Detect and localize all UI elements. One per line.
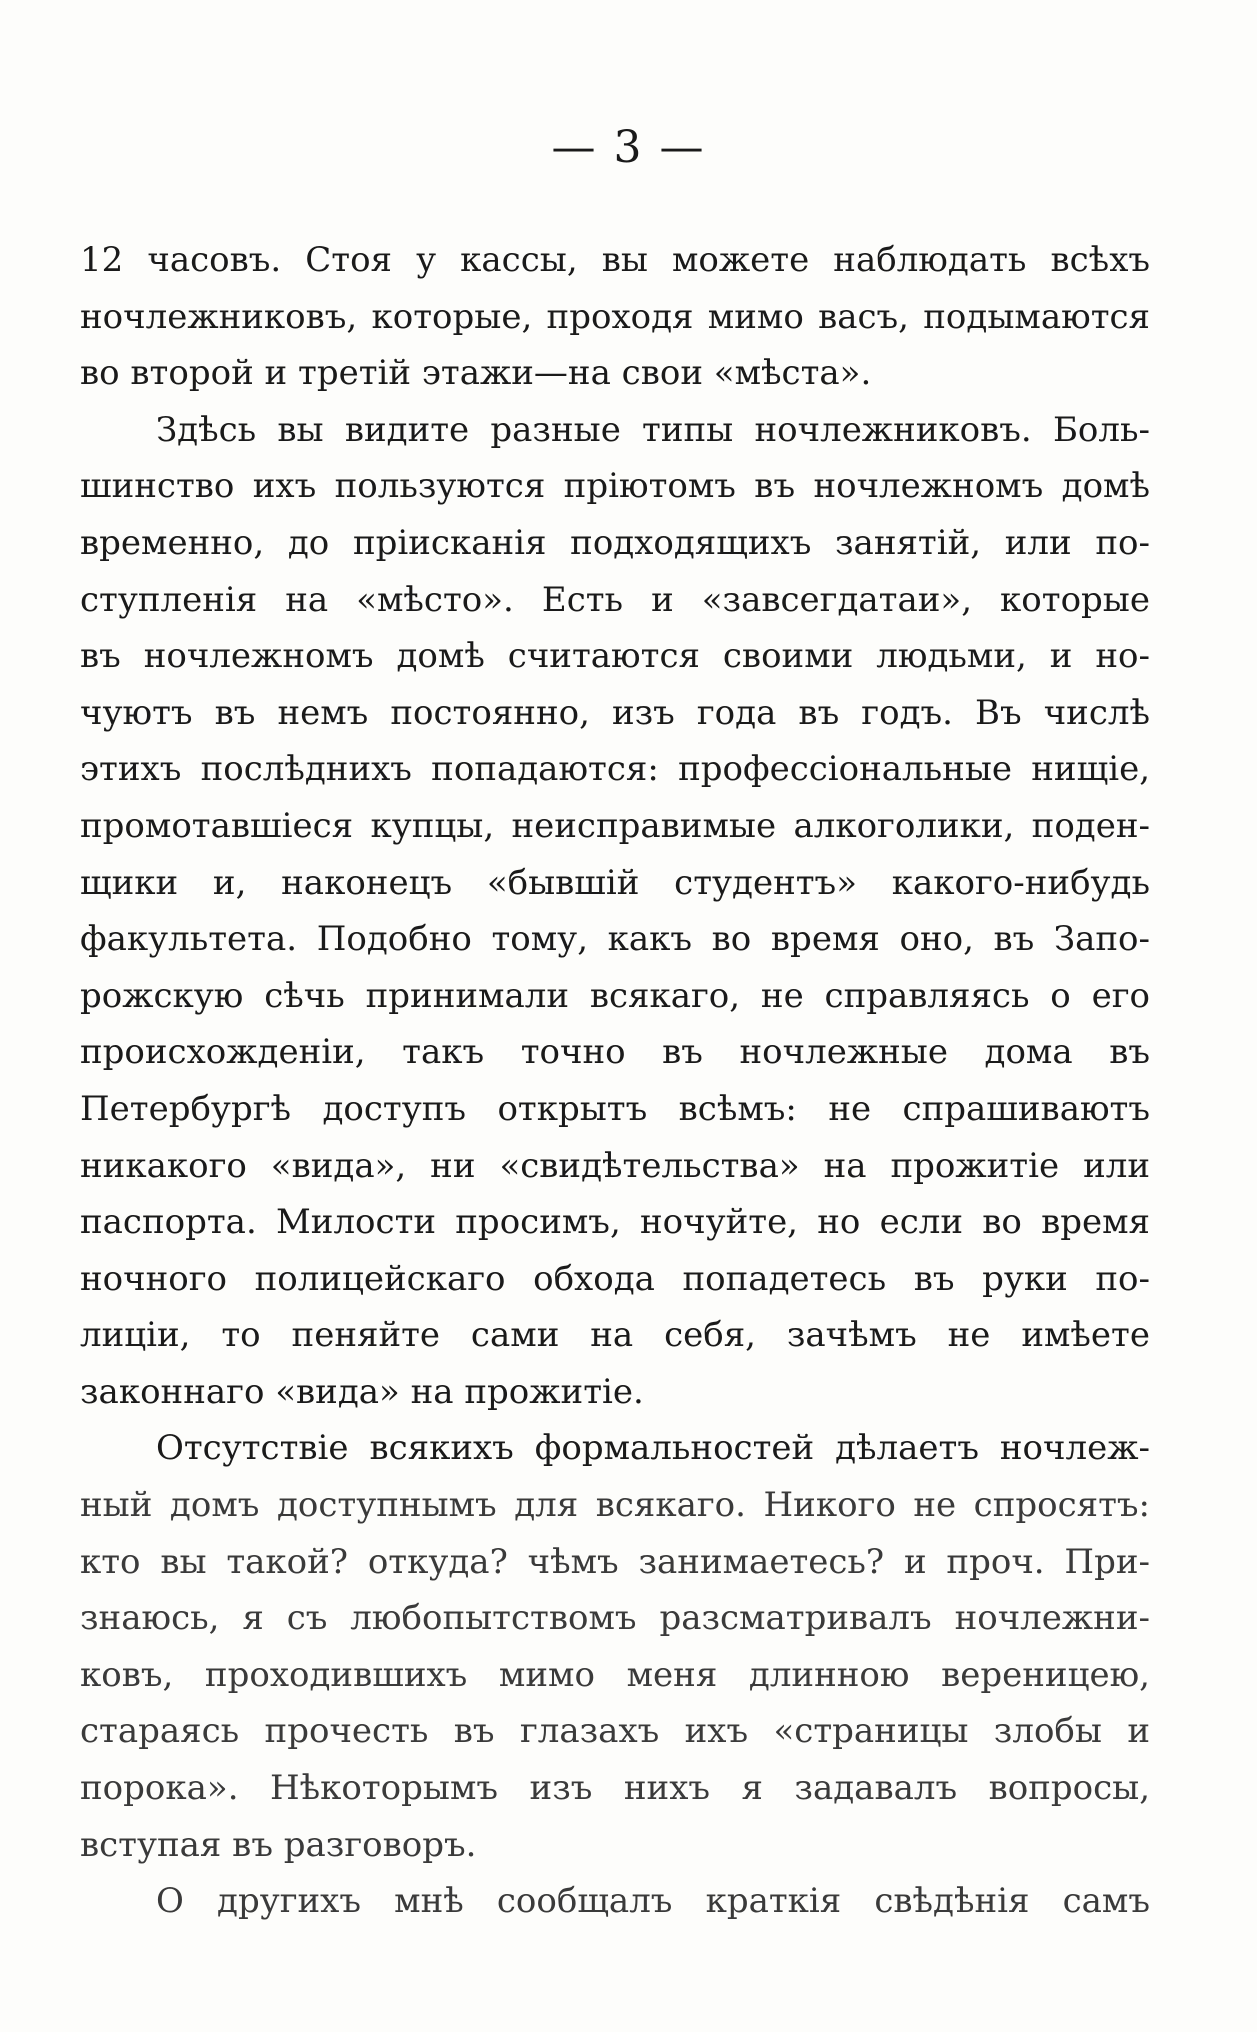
text-line: этихъ послѣднихъ попадаются: профессіональные нищіе, (80, 749, 1150, 790)
text-line: во второй и третій этажи—на свои «мѣста». (80, 353, 872, 394)
text-line: О другихъ мнѣ сообщалъ краткія свѣдѣнія самъ (156, 1881, 1150, 1922)
text-line: рожскую сѣчь принимали всякаго, не справляясь о его (80, 975, 1150, 1016)
text-line: временно, до пріисканія подходящихъ занятій, или по- (80, 522, 1150, 563)
text-line: Отсутствіе всякихъ формальностей дѣлаетъ ночлеж- (156, 1428, 1150, 1469)
text-line: знаюсь, я съ любопытствомъ разсматривалъ ночлежни- (80, 1598, 1150, 1639)
text-line: чуютъ въ немъ постоянно, изъ года въ годъ. Въ числѣ (80, 692, 1150, 733)
text-line: Петербургѣ доступъ открытъ всѣмъ: не спрашиваютъ (80, 1088, 1150, 1129)
text-line: промотавшіеся купцы, неисправимые алкоголики, поден- (80, 805, 1150, 846)
page-number: — 3 — (551, 122, 706, 173)
text-line: порока». Нѣкоторымъ изъ нихъ я задавалъ вопросы, (80, 1768, 1150, 1809)
text-line: кто вы такой? откуда? чѣмъ занимаетесь? и проч. При- (80, 1541, 1150, 1582)
text-line: законнаго «вида» на прожитіе. (80, 1371, 644, 1412)
text-line: факультета. Подобно тому, какъ во время оно, въ Запо- (80, 919, 1150, 960)
text-line: ковъ, проходившихъ мимо меня длинною вереницею, (80, 1654, 1150, 1695)
text-line: ночлежниковъ, которые, проходя мимо васъ, подымаются (80, 296, 1150, 337)
text-line: стараясь прочесть въ глазахъ ихъ «страницы злобы и (80, 1711, 1150, 1752)
text-line: лиціи, то пеняйте сами на себя, зачѣмъ не имѣете (80, 1315, 1150, 1356)
body-text (80, 232, 1150, 1930)
text-line: въ ночлежномъ домѣ считаются своими людьми, и но- (80, 636, 1150, 677)
text-line: никакого «вида», ни «свидѣтельства» на прожитіе или (80, 1145, 1150, 1186)
text-line: ступленія на «мѣсто». Есть и «завсегдатаи», которые (80, 579, 1150, 620)
text-line: происхожденіи, такъ точно въ ночлежные дома въ (80, 1032, 1150, 1073)
text-line: Здѣсь вы видите разные типы ночлежниковъ. Боль- (156, 409, 1150, 450)
text-line: ночного полицейскаго обхода попадетесь въ руки по- (80, 1258, 1150, 1299)
text-line: вступая въ разговоръ. (80, 1824, 477, 1865)
text-line: щики и, наконецъ «бывшій студентъ» какого-нибудь (80, 862, 1150, 903)
text-line: паспорта. Милости просимъ, ночуйте, но если во время (80, 1202, 1150, 1243)
text-line: ный домъ доступнымъ для всякаго. Никого не спросятъ: (80, 1485, 1150, 1526)
text-line: 12 часовъ. Стоя у кассы, вы можете наблюдать всѣхъ (80, 240, 1150, 280)
text-line: шинство ихъ пользуются пріютомъ въ ночлежномъ домѣ (80, 466, 1150, 507)
